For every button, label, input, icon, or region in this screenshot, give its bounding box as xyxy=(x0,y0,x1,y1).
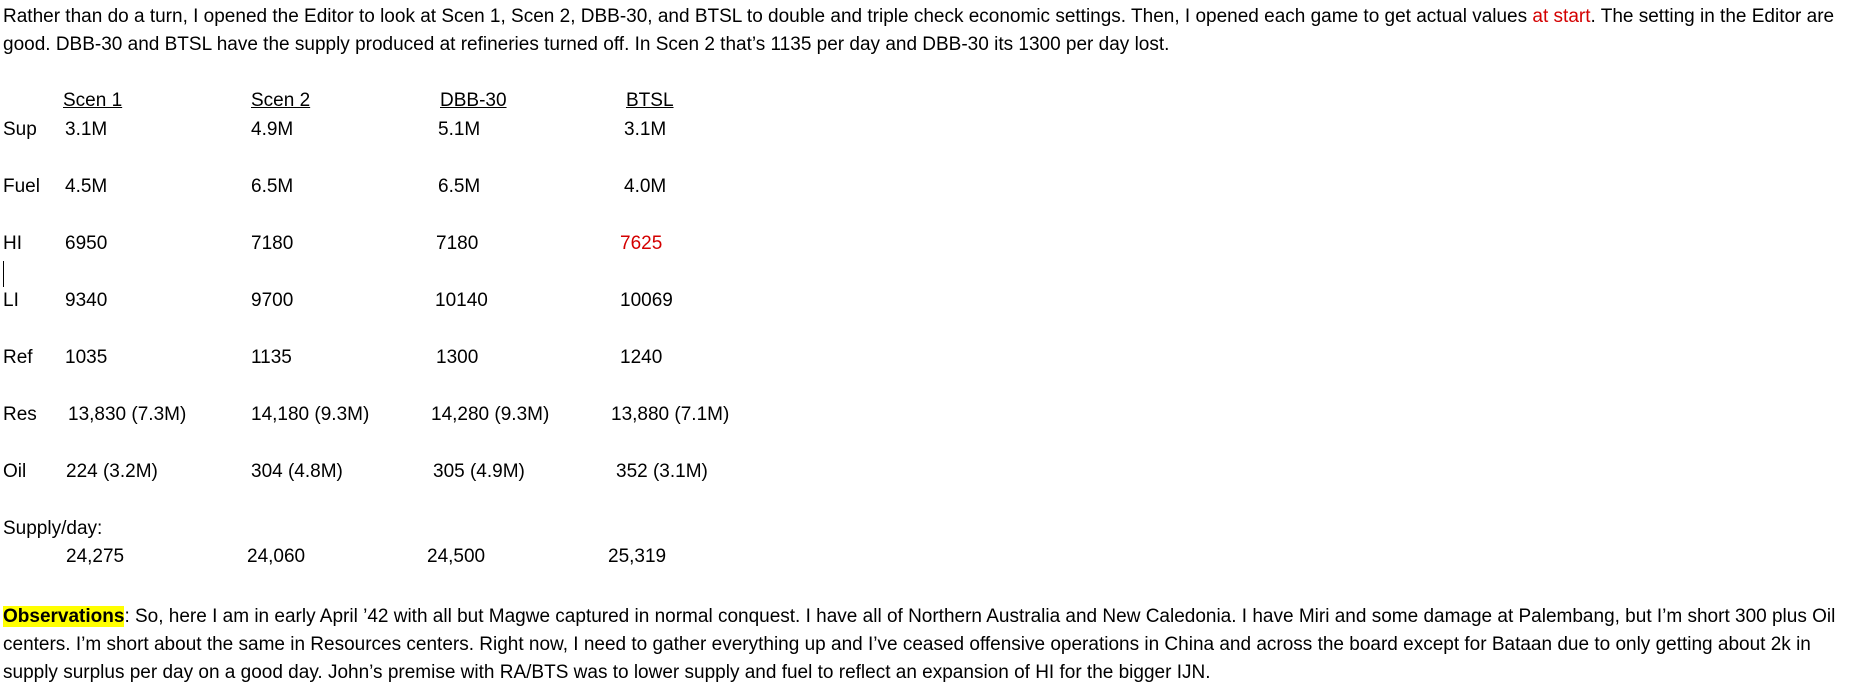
table-cell: 6.5M xyxy=(251,176,294,197)
supply-per-day-value: 24,275 xyxy=(66,546,125,567)
table-cell: 6.5M xyxy=(438,176,481,197)
row-label-res: Res xyxy=(3,404,37,425)
table-cell: 224 (3.2M) xyxy=(66,461,158,482)
supply-per-day-value: 25,319 xyxy=(608,546,667,567)
table-cell: 13,830 (7.3M) xyxy=(68,404,187,425)
row-label-li: LI xyxy=(3,290,19,311)
intro-text-2: . The setting in the Editor are good. DBB-30 and BTSL have the supply produced at refineries turned off. In Scen 2 that’s 1135 per day and DBB-30 its 1300 per day lost. xyxy=(3,6,1835,55)
column-header-dbb30: DBB-30 xyxy=(440,90,507,111)
table-cell: 1135 xyxy=(251,347,292,368)
table-cell: 4.9M xyxy=(251,119,294,140)
table-cell: 304 (4.8M) xyxy=(251,461,343,482)
supply-per-day-value: 24,500 xyxy=(427,546,486,567)
table-cell: 5.1M xyxy=(438,119,481,140)
supply-per-day-value: 24,060 xyxy=(247,546,306,567)
table-cell: 4.0M xyxy=(624,176,667,197)
text-cursor xyxy=(3,261,4,287)
table-cell: 14,280 (9.3M) xyxy=(431,404,550,425)
observations-text: : So, here I am in early April ’42 with all but Magwe captured in normal conquest. I have all of Northern Australia and New Caledonia. I have Miri and some damage at Palembang, but I’m short 300 plus Oil centers. I’m short about the same in Resources centers. Right now, I need to gather everything up and I’ve ceased offensive operations in China and across the board except for Bataan due to only getting about 2k in supply surplus per day on a good day. John’s premise with RA/BTS was to lower supply and fuel to reflect an expansion of HI for the bigger IJN. xyxy=(3,606,1836,683)
column-header-scen1: Scen 1 xyxy=(63,90,123,111)
row-label-ref: Ref xyxy=(3,347,33,368)
table-cell: 1035 xyxy=(65,347,108,368)
table-cell: 3.1M xyxy=(624,119,667,140)
observations-paragraph xyxy=(3,603,1853,687)
table-cell: 9340 xyxy=(65,290,108,311)
supply-per-day-label: Supply/day: xyxy=(3,518,103,539)
row-label-oil: Oil xyxy=(3,461,27,482)
intro-text-1: Rather than do a turn, I opened the Editor to look at Scen 1, Scen 2, DBB-30, and BTSL to double and triple check economic settings. Then, I opened each game to get actual values xyxy=(3,6,1533,27)
table-cell: 3.1M xyxy=(65,119,108,140)
table-cell: 7180 xyxy=(251,233,294,254)
table-cell: 6950 xyxy=(65,233,108,254)
table-cell: 7180 xyxy=(436,233,479,254)
table-cell-highlighted: 7625 xyxy=(620,233,663,254)
intro-paragraph xyxy=(3,3,1853,59)
row-label-sup: Sup xyxy=(3,119,37,140)
column-header-scen2: Scen 2 xyxy=(251,90,311,111)
table-cell: 4.5M xyxy=(65,176,108,197)
table-cell: 1240 xyxy=(620,347,663,368)
column-header-btsl: BTSL xyxy=(626,90,674,111)
intro-red-text: at start xyxy=(1532,6,1591,27)
row-label-fuel: Fuel xyxy=(3,176,40,197)
row-label-hi: HI xyxy=(3,233,22,254)
table-cell: 1300 xyxy=(436,347,479,368)
table-cell: 9700 xyxy=(251,290,294,311)
table-cell: 352 (3.1M) xyxy=(616,461,708,482)
table-cell: 14,180 (9.3M) xyxy=(251,404,370,425)
observations-label: Observations xyxy=(3,606,125,627)
table-cell: 13,880 (7.1M) xyxy=(611,404,730,425)
table-cell: 305 (4.9M) xyxy=(433,461,525,482)
table-cell: 10069 xyxy=(620,290,673,311)
table-cell: 10140 xyxy=(435,290,488,311)
